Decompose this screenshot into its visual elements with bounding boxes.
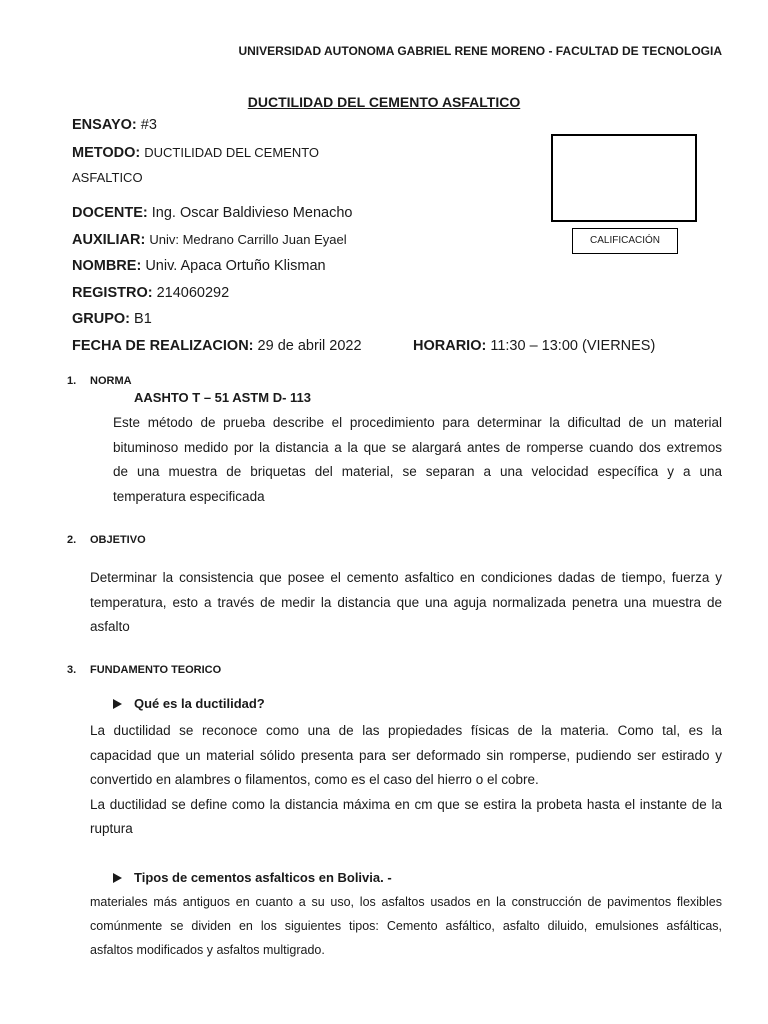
grade-box: [551, 134, 697, 222]
auxiliar-label: AUXILIAR:: [72, 232, 146, 248]
field-registro: [72, 285, 229, 301]
arrow-bullet-icon: [113, 873, 122, 883]
horario-label: HORARIO:: [413, 338, 487, 354]
docente-label: DOCENTE:: [72, 205, 148, 221]
ductilidad-line: convertido en alambres o filamentos, como es el caso del hierro o el cobre.: [90, 772, 539, 787]
nombre-value: Univ. Apaca Ortuño Klisman: [145, 258, 326, 274]
registro-label: REGISTRO:: [72, 285, 153, 301]
ductilidad-line: La ductilidad se define como la distancia máxima en cm que se estira la probeta hasta el instante de la: [90, 796, 722, 812]
objetivo-line: Determinar la consistencia que posee el cemento asfaltico en condiciones dadas de tiempo, fuerza y: [90, 570, 722, 585]
norma-paragraph: [113, 411, 722, 509]
document-title: [0, 94, 768, 110]
section-number-3: 3.: [67, 664, 77, 676]
subheading-tipos: [113, 870, 392, 885]
ductilidad-line: ruptura: [90, 821, 133, 836]
subheading-tipos-text: Tipos de cementos asfalticos en Bolivia. -: [134, 870, 392, 885]
subheading-ductilidad-text: Qué es la ductilidad?: [134, 696, 265, 711]
field-horario: [413, 338, 655, 354]
grupo-value: B1: [134, 311, 152, 327]
section-number-2: 2.: [67, 534, 77, 546]
metodo-value: DUCTILIDAD DEL CEMENTO: [144, 145, 320, 160]
field-auxiliar: [72, 232, 347, 248]
metodo-value-continued: ASFALTICO: [72, 170, 143, 185]
horario-value: 11:30 – 13:00 (VIERNES): [490, 338, 656, 354]
section-number-1: 1.: [67, 375, 77, 387]
ductilidad-paragraph: [90, 719, 722, 842]
ensayo-label: ENSAYO:: [72, 117, 137, 133]
norma-line: temperatura especificada: [113, 488, 265, 504]
norma-line: de una muestra de briquetas del material, se separan a una velocidad específica y a una: [113, 464, 722, 479]
nombre-label: NOMBRE:: [72, 258, 142, 274]
tipos-line: comúnmente se dividen en los siguientes tipos: Cemento asfáltico, asfalto diluido, emulsiones asfálticas,: [90, 919, 722, 933]
field-metodo: [72, 145, 319, 161]
norma-line: Este método de prueba describe el procedimiento para determinar la dificultad de un material: [113, 415, 722, 430]
tipos-paragraph: [90, 890, 722, 962]
section-heading-objetivo: OBJETIVO: [90, 534, 146, 546]
ensayo-value: #3: [140, 117, 157, 133]
section-heading-fundamento: FUNDAMENTO TEORICO: [90, 664, 222, 676]
ductilidad-line: capacidad que un material sólido presenta para ser deformado sin romperse, pudiendo ser estirado y: [90, 747, 722, 763]
ductilidad-line: La ductilidad se reconoce como una de las propiedades físicas de la materia. Como tal, es la: [90, 723, 722, 738]
norma-line: bituminoso medido por la distancia a la que se alargará antes de romperse cuando dos extremos: [113, 439, 722, 455]
field-docente: [72, 205, 352, 221]
objetivo-line: asfalto: [90, 619, 130, 634]
subheading-ductilidad: [113, 696, 265, 711]
tipos-line: asfaltos modificados y asfaltos multigrado.: [90, 943, 325, 957]
tipos-line: materiales más antiguos en cuanto a su uso, los asfaltos usados en la construcción de pavimentos flexibles: [90, 895, 722, 909]
document-title-text: DUCTILIDAD DEL CEMENTO ASFALTICO: [247, 94, 521, 110]
field-fecha: [72, 338, 362, 354]
fecha-value: 29 de abril 2022: [257, 338, 362, 354]
arrow-bullet-icon: [113, 699, 122, 709]
field-ensayo: [72, 117, 157, 133]
registro-value: 214060292: [156, 285, 230, 301]
objetivo-paragraph: [90, 566, 722, 640]
metodo-label: METODO:: [72, 145, 141, 161]
docente-value: Ing. Oscar Baldivieso Menacho: [151, 205, 353, 221]
grupo-label: GRUPO:: [72, 311, 130, 327]
section-heading-norma: NORMA: [90, 375, 132, 387]
grade-label: CALIFICACIÓN: [572, 228, 678, 254]
university-header: UNIVERSIDAD AUTONOMA GABRIEL RENE MORENO - FACULTAD DE TECNOLOGIA: [238, 44, 722, 58]
field-nombre: [72, 258, 326, 274]
auxiliar-value: Univ: Medrano Carrillo Juan Eyael: [149, 232, 347, 247]
norm-code: AASHTO T – 51 ASTM D- 113: [134, 390, 311, 405]
objetivo-line: temperatura, esto a través de medir la distancia que una aguja normalizada penetra una muestra de: [90, 594, 722, 610]
fecha-label: FECHA DE REALIZACION:: [72, 338, 254, 354]
field-grupo: [72, 311, 152, 327]
